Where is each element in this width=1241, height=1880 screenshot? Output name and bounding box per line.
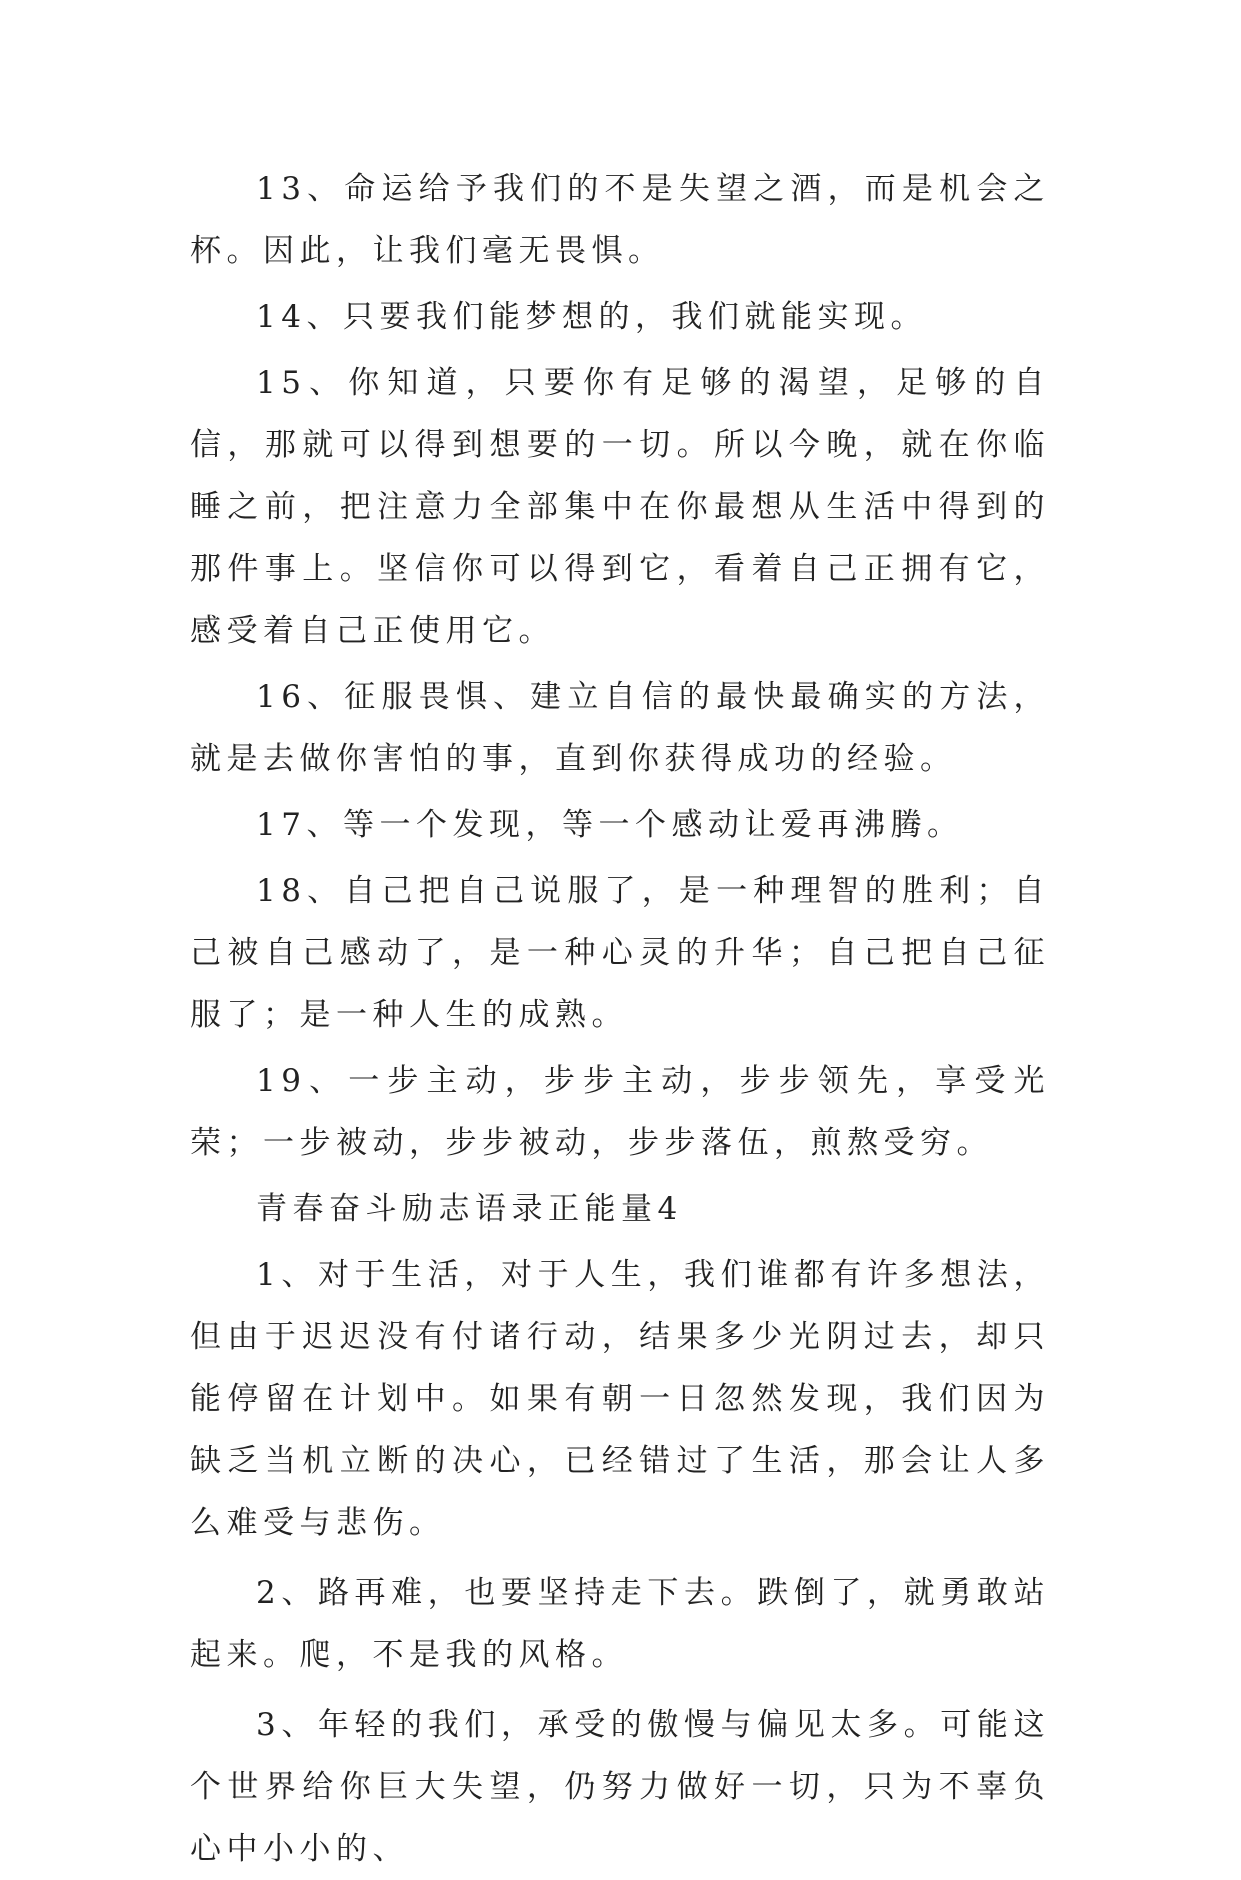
paragraph-16: 16、征服畏惧、建立自信的最快最确实的方法，就是去做你害怕的事，直到你获得成功的经验。 [190, 679, 1050, 777]
paragraph-1: 1、对于生活，对于人生，我们谁都有许多想法，但由于迟迟没有付诸行动，结果多少光阴过去，却只能停留在计划中。如果有朝一日忽然发现，我们因为缺乏当机立断的决心，已经错过了生活，那会让人多么难受与悲伤。 [190, 1257, 1050, 1541]
paragraph-18: 18、自己把自己说服了，是一种理智的胜利；自己被自己感动了，是一种心灵的升华；自己把自己征服了；是一种人生的成熟。 [190, 873, 1050, 1033]
paragraph-14: 14、只要我们能梦想的，我们就能实现。 [256, 299, 927, 335]
paragraph-17: 17、等一个发现，等一个感动让爱再沸腾。 [256, 807, 964, 843]
document-body [190, 158, 1050, 1880]
paragraph-15: 15、你知道，只要你有足够的渴望，足够的自信，那就可以得到想要的一切。所以今晚，就在你临睡之前，把注意力全部集中在你最想从生活中得到的那件事上。坚信你可以得到它，看着自己正拥有它，感受着自己正使用它。 [190, 365, 1050, 649]
paragraph-3: 3、年轻的我们，承受的傲慢与偏见太多。可能这个世界给你巨大失望，仍努力做好一切，只为不辜负心中小小的、 [190, 1707, 1050, 1867]
section-heading: 青春奋斗励志语录正能量4 [256, 1191, 683, 1227]
paragraph-19: 19、一步主动，步步主动，步步领先，享受光荣；一步被动，步步被动，步步落伍，煎熬受穷。 [190, 1063, 1050, 1161]
paragraph-2: 2、路再难，也要坚持走下去。跌倒了，就勇敢站起来。爬，不是我的风格。 [190, 1575, 1050, 1673]
paragraph-13: 13、命运给予我们的不是失望之酒，而是机会之杯。因此，让我们毫无畏惧。 [190, 171, 1050, 269]
